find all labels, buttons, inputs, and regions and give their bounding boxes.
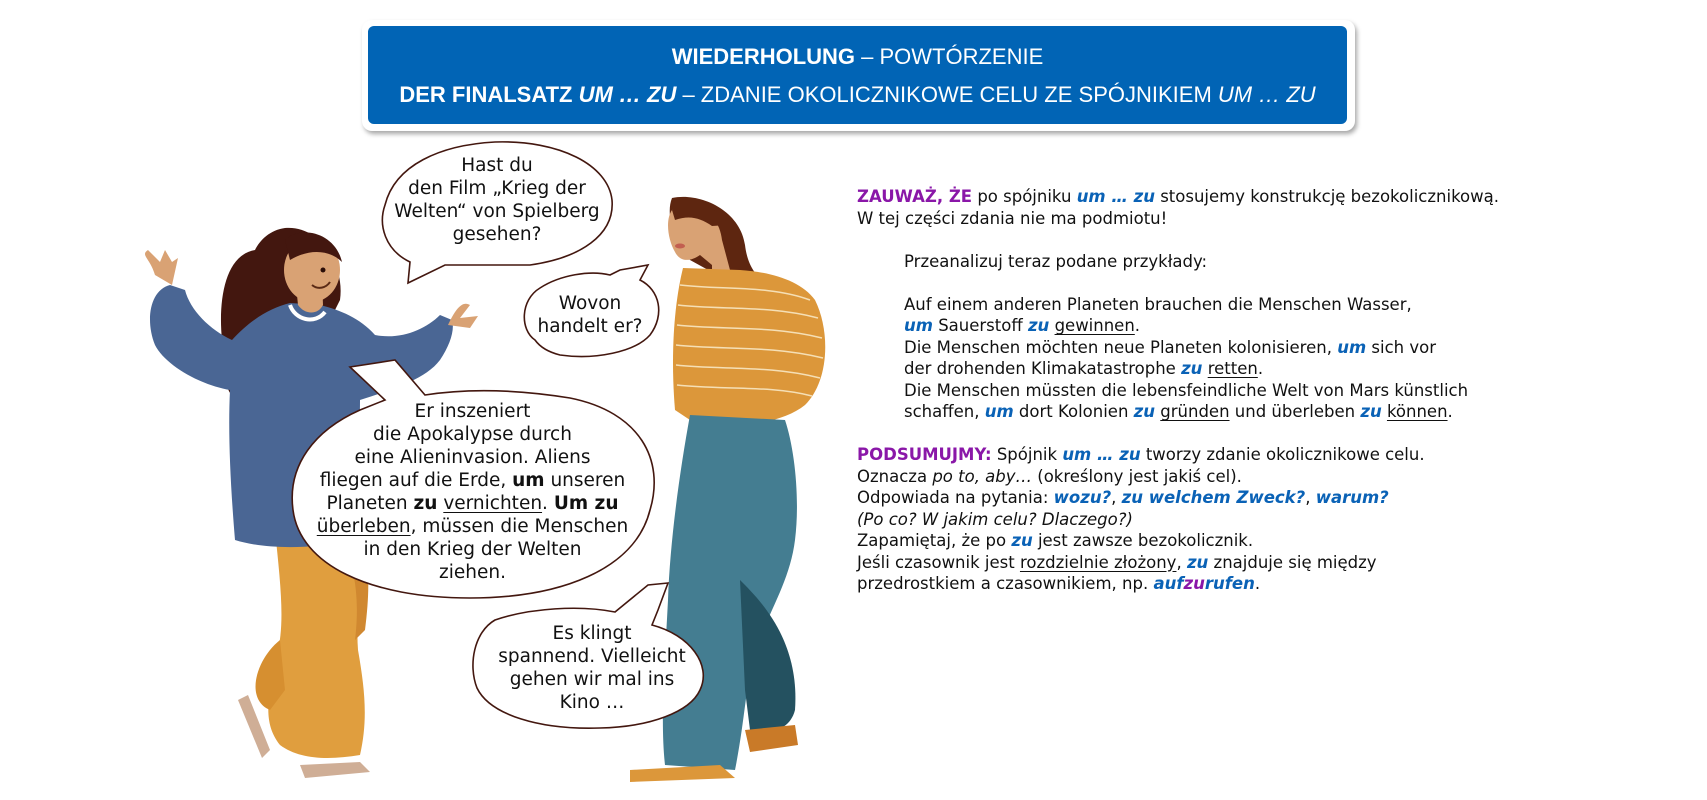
text: . (1257, 359, 1264, 378)
infinitive: gründen (1160, 402, 1230, 421)
questions-translation: (Po co? W jakim celu? Dlaczego?) (857, 509, 1133, 529)
conjunction-um: um (904, 316, 933, 335)
bubble-1-line: Welten“ von Spielberg (394, 201, 600, 222)
bubble-4-line: spannend. Vielleicht (498, 646, 686, 667)
title-banner-frame (362, 20, 1355, 131)
banner-um-zu: UM … ZU (578, 82, 677, 107)
text: . (1447, 402, 1453, 421)
example-3-line-1: Die Menschen müssten die lebensfeindliche Welt von Mars künstlich (904, 380, 1469, 400)
particle-zu: zu (1360, 402, 1382, 421)
bubble-3-line: Er inszeniert (414, 401, 531, 422)
banner-subtitle-pl: – ZDANIE OKOLICZNIKOWE CELU ZE SPÓJNIKIEM (676, 82, 1218, 107)
text: tworzy zdanie okolicznikowe celu. (1140, 445, 1425, 464)
text: . (542, 493, 554, 514)
text: schaffen, (904, 402, 985, 421)
text: unseren (544, 470, 626, 491)
bubble-1-line: Hast du (461, 155, 533, 176)
note-label: ZAUWAŻ, ŻE (857, 187, 973, 206)
bubble-1-line: den Film „Krieg der (408, 178, 586, 199)
conjunction-um: um (984, 402, 1014, 421)
bubble-1-line: gesehen? (452, 224, 542, 245)
text: Sauerstoff (932, 316, 1028, 335)
question-wozu: wozu? (1053, 488, 1112, 507)
bubble-2-line: Wovon (558, 293, 622, 314)
text: fliegen auf die Erde, (319, 470, 513, 491)
text: Odpowiada na pytania: (857, 488, 1054, 507)
particle-zu: zu (1027, 316, 1050, 335)
text: , (1111, 488, 1122, 507)
conjunction-um: um (1337, 337, 1367, 357)
particle-zu: zu (1181, 359, 1203, 378)
separable-term: rozdzielnie złożony (1019, 552, 1177, 572)
text: , (1305, 488, 1316, 507)
text: Die Menschen möchten neue Planeten kolonisieren, (904, 337, 1338, 357)
text: Jeśli czasownik jest (857, 552, 1020, 572)
bubble-3-line (300, 469, 645, 492)
example-infix-zu: zu (1183, 574, 1205, 593)
example-stem-rufen: rufen (1204, 574, 1255, 593)
text: Spójnik (991, 445, 1063, 464)
questions-pl-line (857, 509, 1677, 531)
text: , müssen die Menschen (410, 516, 629, 537)
text: dort Kolonien (1013, 402, 1134, 421)
text: Oznacza (857, 466, 933, 486)
analyze-prompt: Przeanalizuj teraz podane przykłady: (904, 251, 1208, 271)
text: Planeten (326, 493, 414, 514)
bubble-3-line (300, 515, 645, 538)
bubble-4-line: gehen wir mal ins (509, 669, 675, 690)
questions-line (857, 487, 1677, 509)
bubble-3-line (300, 492, 645, 515)
example-1-line-1: Auf einem anderen Planeten brauchen die Menschen Wasser, (904, 294, 1412, 314)
bubble-4-line: Kino … (559, 692, 625, 713)
text: . (1134, 316, 1141, 335)
text: und überleben (1229, 402, 1361, 421)
example-prefix-auf: auf (1153, 574, 1184, 593)
infinitive: gewinnen (1054, 316, 1135, 335)
text: Zapamiętaj, że po (857, 531, 1012, 550)
question-zu-welchem-zweck: zu welchem Zweck? (1121, 488, 1306, 507)
example-1-line-2 (857, 315, 1677, 337)
text: . (1254, 574, 1261, 593)
text: znajduje się między (1208, 552, 1377, 572)
infinitive: retten (1207, 359, 1258, 378)
infinitive: können (1386, 402, 1448, 421)
particle-zu: zu (1133, 402, 1156, 421)
particle-zu: zu (1011, 531, 1033, 550)
bubble-2-line: handelt er? (537, 316, 643, 337)
example-3-line-2 (857, 401, 1677, 423)
remember-line (857, 530, 1677, 552)
conjunction-um-zu: um … zu (1062, 445, 1141, 464)
note-line (857, 186, 1677, 208)
example-2-line-1 (857, 337, 1677, 359)
dialogue-illustration (0, 130, 850, 800)
text: , (1176, 552, 1187, 572)
separable-line-1 (857, 552, 1677, 574)
banner-title-pl: – POWTÓRZENIE (855, 44, 1044, 69)
text: sich vor (1366, 337, 1437, 357)
meaning-italic: po to, aby… (932, 466, 1033, 486)
bubble-4-line: Es klingt (552, 623, 632, 644)
separable-line-2 (857, 573, 1677, 595)
speech-bubble-2 (530, 292, 650, 338)
banner-line-2 (368, 76, 1347, 114)
text: der drohenden Klimakatastrophe (904, 359, 1182, 378)
conjunction-um: um (512, 470, 545, 491)
banner-title-de: WIEDERHOLUNG (671, 44, 856, 69)
bubble-3-line: in den Krieg der Welten (363, 539, 582, 560)
note-line-2: W tej części zdania nie ma podmiotu! (857, 208, 1168, 228)
conjunction-um-zu: um … zu (1076, 187, 1155, 206)
text: po spójniku (972, 187, 1077, 206)
bubble-3-line: ziehen. (439, 562, 506, 583)
summary-line (857, 444, 1677, 466)
bubble-3-line: die Apokalypse durch (373, 424, 572, 445)
banner-line-1 (368, 38, 1347, 76)
bubble-3-line: eine Alieninvasion. Aliens (354, 447, 591, 468)
speech-bubble-1 (392, 154, 602, 246)
particle-zu: zu (413, 493, 438, 514)
infinitive-vernichten: vernichten (443, 493, 543, 514)
title-banner (368, 26, 1347, 124)
banner-um-zu-end: UM … ZU (1217, 82, 1316, 107)
text: jest zawsze bezokolicznik. (1032, 531, 1254, 550)
speech-bubble-3 (300, 400, 645, 584)
speech-bubble-4 (482, 622, 702, 714)
example-2-line-2 (857, 358, 1677, 380)
meaning-line (857, 466, 1677, 488)
text: (określony jest jakiś cel). (1032, 466, 1242, 486)
text: przedrostkiem a czasownikiem, np. (857, 574, 1154, 593)
summary-label: PODSUMUJMY: (857, 445, 992, 464)
text: stosujemy konstrukcję bezokolicznikową. (1154, 187, 1499, 206)
conjunction-um-zu: Um zu (553, 493, 619, 514)
particle-zu: zu (1186, 552, 1209, 572)
grammar-explanation-panel (857, 186, 1677, 595)
banner-subtitle-de: DER FINALSATZ (399, 82, 579, 107)
question-warum: warum? (1315, 488, 1389, 507)
infinitive-ueberleben: überleben (316, 516, 411, 537)
